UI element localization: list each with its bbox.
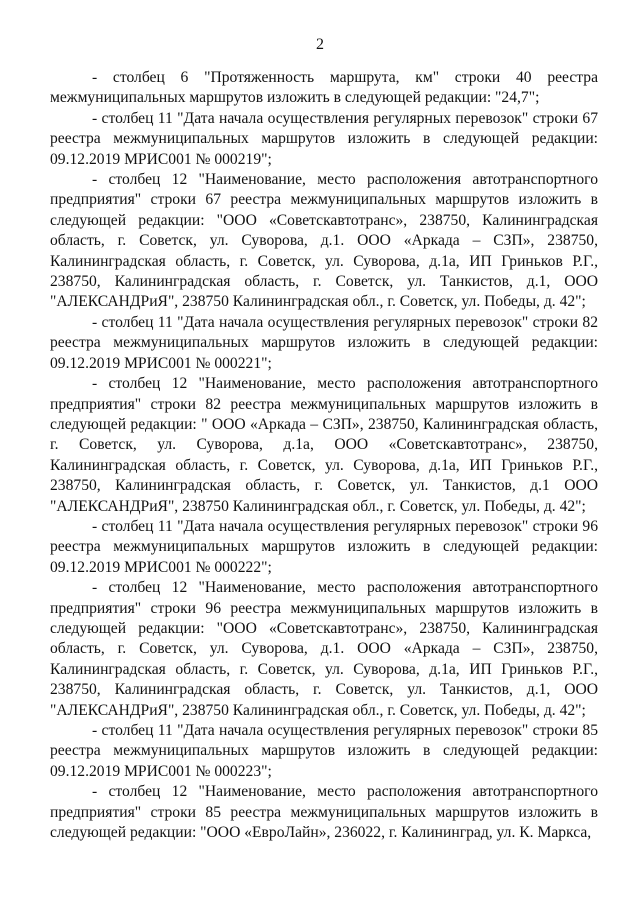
paragraph: - столбец 12 "Наименование, место расположения автотранспортного предприятия" строки 67 реестра межмуниципальных маршрутов изложить в следующей редакции: "ООО «Советскавтотранс», 238750, Калининградская область, г. Советск, ул. Суворова, д.1. ООО «Аркада – СЗП», 238750, Калининградская область, г. Советск, ул. Суворова, д.1а, ИП Гриньков Р.Г., 238750, Калининградская область, г. Советск, ул. Танкистов, д.1, ООО "АЛЕКСАНДРиЯ", 238750 Калининградская обл., г. Советск, ул. Победы, д. 42"; bbox=[50, 171, 598, 311]
paragraph: - столбец 12 "Наименование, место расположения автотранспортного предприятия" строки 85 реестра межмуниципальных маршрутов изложить в следующей редакции: "ООО «ЕвроЛайн», 236022, г. Калининград, ул. К. Маркса, bbox=[50, 783, 598, 842]
paragraph: - столбец 11 "Дата начала осуществления регулярных перевозок" строки 85 реестра межмуниципальных маршрутов изложить в следующей редакции: 09.12.2019 МРИС001 № 000223"; bbox=[50, 722, 598, 780]
page-number: 2 bbox=[316, 36, 324, 53]
paragraph: - столбец 11 "Дата начала осуществления регулярных перевозок" строки 67 реестра межмуниципальных маршрутов изложить в следующей редакции: 09.12.2019 МРИС001 № 000219"; bbox=[50, 109, 598, 168]
paragraph: - столбец 11 "Дата начала осуществления регулярных перевозок" строки 96 реестра межмуниципальных маршрутов изложить в следующей редакции: 09.12.2019 МРИС001 № 000222"; bbox=[50, 517, 598, 576]
document-body bbox=[50, 68, 598, 843]
paragraph: - столбец 11 "Дата начала осуществления регулярных перевозок" строки 82 реестра межмуниципальных маршрутов изложить в следующей редакции: 09.12.2019 МРИС001 № 000221"; bbox=[50, 313, 598, 372]
paragraph: - столбец 12 "Наименование, место расположения автотранспортного предприятия" строки 96 реестра межмуниципальных маршрутов изложить в следующей редакции: "ООО «Советскавтотранс», 238750, Калининградская область, г. Советск, ул. Суворова, д.1. ООО «Аркада – СЗП», 238750, Калининградская область, г. Советск, ул. Суворова, д.1а, ИП Гриньков Р.Г., 238750, Калининградская область, г. Советск, ул. Танкистов, д.1, ООО "АЛЕКСАНДРиЯ", 238750 Калининградская обл., г. Советск, ул. Победы, д. 42"; bbox=[50, 579, 598, 719]
paragraph: - столбец 6 "Протяженность маршрута, км" строки 40 реестра межмуниципальных маршрутов изложить в следующей редакции: "24,7"; bbox=[50, 69, 598, 107]
paragraph: - столбец 12 "Наименование, место расположения автотранспортного предприятия" строки 82 реестра межмуниципальных маршрутов изложить в следующей редакции: " ООО «Аркада – СЗП», 238750, Калининградская область, г. Советск, ул. Суворова, д.1а, ООО «Советскавтотранс», 238750, Калининградская область, г. Советск, ул. Суворова, д.1а, ИП Гриньков Р.Г., 238750, Калининградская область, г. Советск, ул. Танкистов, д.1 ООО "АЛЕКСАНДРиЯ", 238750 Калининградская обл., г. Советск, ул. Победы, д. 42"; bbox=[50, 375, 598, 515]
